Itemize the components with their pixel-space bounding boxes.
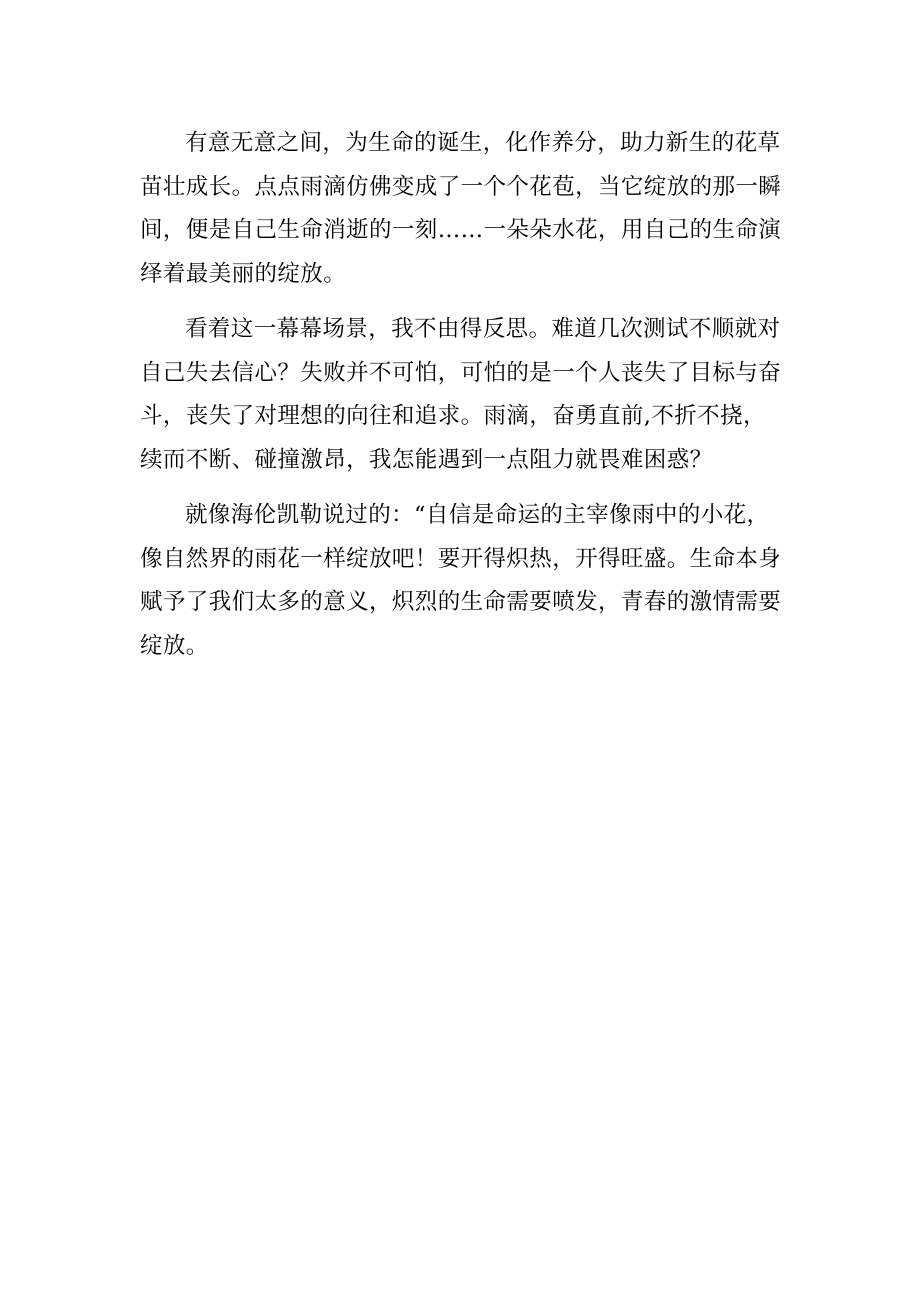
paragraph-2: 看着这一幕幕场景，我不由得反思。难道几次测试不顺就对自己失去信心？失败并不可怕，可怕的是一个人丧失了目标与奋斗，丧失了对理想的向往和追求。雨滴，奋勇直前,不折不挠，续而不断、碰撞激昂，我怎能遇到一点阻力就畏难困惑？ <box>140 316 782 473</box>
paragraph-1: 有意无意之间，为生命的诞生，化作养分，助力新生的花草苗壮成长。点点雨滴仿佛变成了一个个花苞，当它绽放的那一瞬间，便是自己生命消逝的一刻……一朵朵水花，用自己的生命演绎着最美丽的绽放。 <box>140 130 782 287</box>
document-body <box>140 122 782 680</box>
paragraph-3: 就像海伦凯勒说过的：“自信是命运的主宰像雨中的小花，像自然界的雨花一样绽放吧！要开得炽热，开得旺盛。生命本身赋予了我们太多的意义，炽烈的生命需要喷发，青春的激情需要绽放。 <box>140 502 782 659</box>
